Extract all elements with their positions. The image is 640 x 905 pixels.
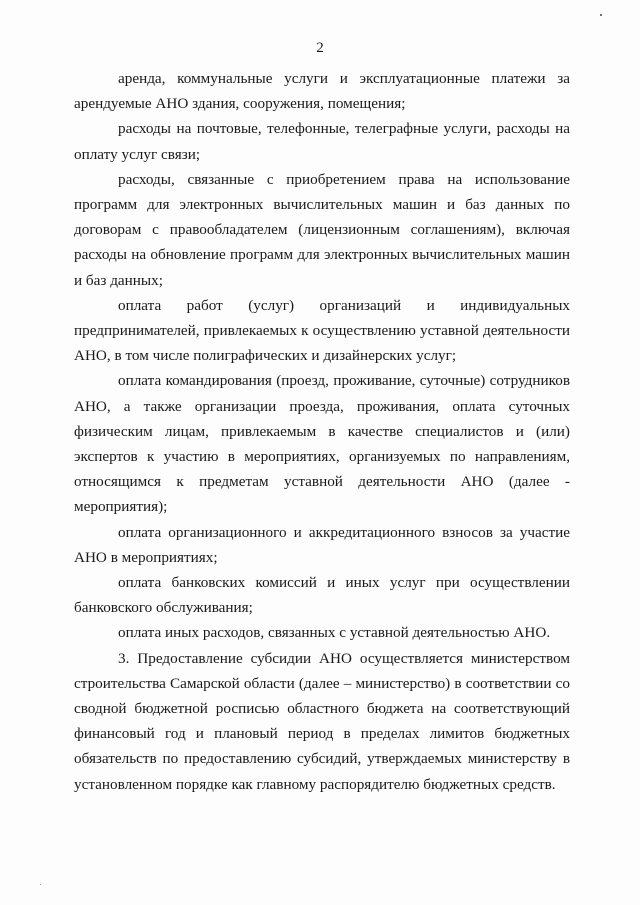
paragraph-bank: оплата банковских комиссий и иных услуг при осуществлении банковского обслуживания; [74,574,570,617]
paragraph-section-3: 3. Предоставление субсидии АНО осуществляется министерством строительства Самарской области (далее – министерство) в соответствии со сводной бюджетной росписью областного бюджета на соответствующий финансовый год и плановый период в пределах лимитов бюджетных обязательств по предоставлению субсидий, утверждаемых министерству в установленном порядке как главному распорядителю бюджетных средств. [74,649,570,793]
paragraph-software: расходы, связанные с приобретением права на использование программ для электронных вычислительных машин и баз данных по договорам с правообладателем (лицензионным соглашениям), включая расходы на обновление программ для электронных вычислительных машин и баз данных; [74,170,570,289]
paragraph-communication: расходы на почтовые, телефонные, телеграфные услуги, расходы на оплату услуг связи; [74,120,570,163]
paragraph-travel: оплата командирования (проезд, проживание, суточные) сотрудников АНО, а также организации проезда, проживания, оплата суточных физическим лицам, привлекаемым в качестве специалистов и (или) экспертов к участию в мероприятиях, организуемых по направлениям, относящимся к предметам уставной деятельности АНО (далее - мероприятия); [74,372,570,516]
paragraph-fees: оплата организационного и аккредитационного взносов за участие АНО в мероприятиях; [74,523,570,566]
paragraph-rent: аренда, коммунальные услуги и эксплуатационные платежи за арендуемые АНО здания, сооружения, помещения; [74,70,570,113]
page-number: 2 [316,40,324,56]
scan-speck [40,884,41,885]
scan-speck [600,14,602,16]
paragraph-services: оплата работ (услуг) организаций и индивидуальных предпринимателей, привлекаемых к осуществлению уставной деятельности АНО, в том числе полиграфических и дизайнерских услуг; [74,296,570,365]
document-body [74,66,570,797]
paragraph-other: оплата иных расходов, связанных с уставной деятельностью АНО. [118,624,551,642]
